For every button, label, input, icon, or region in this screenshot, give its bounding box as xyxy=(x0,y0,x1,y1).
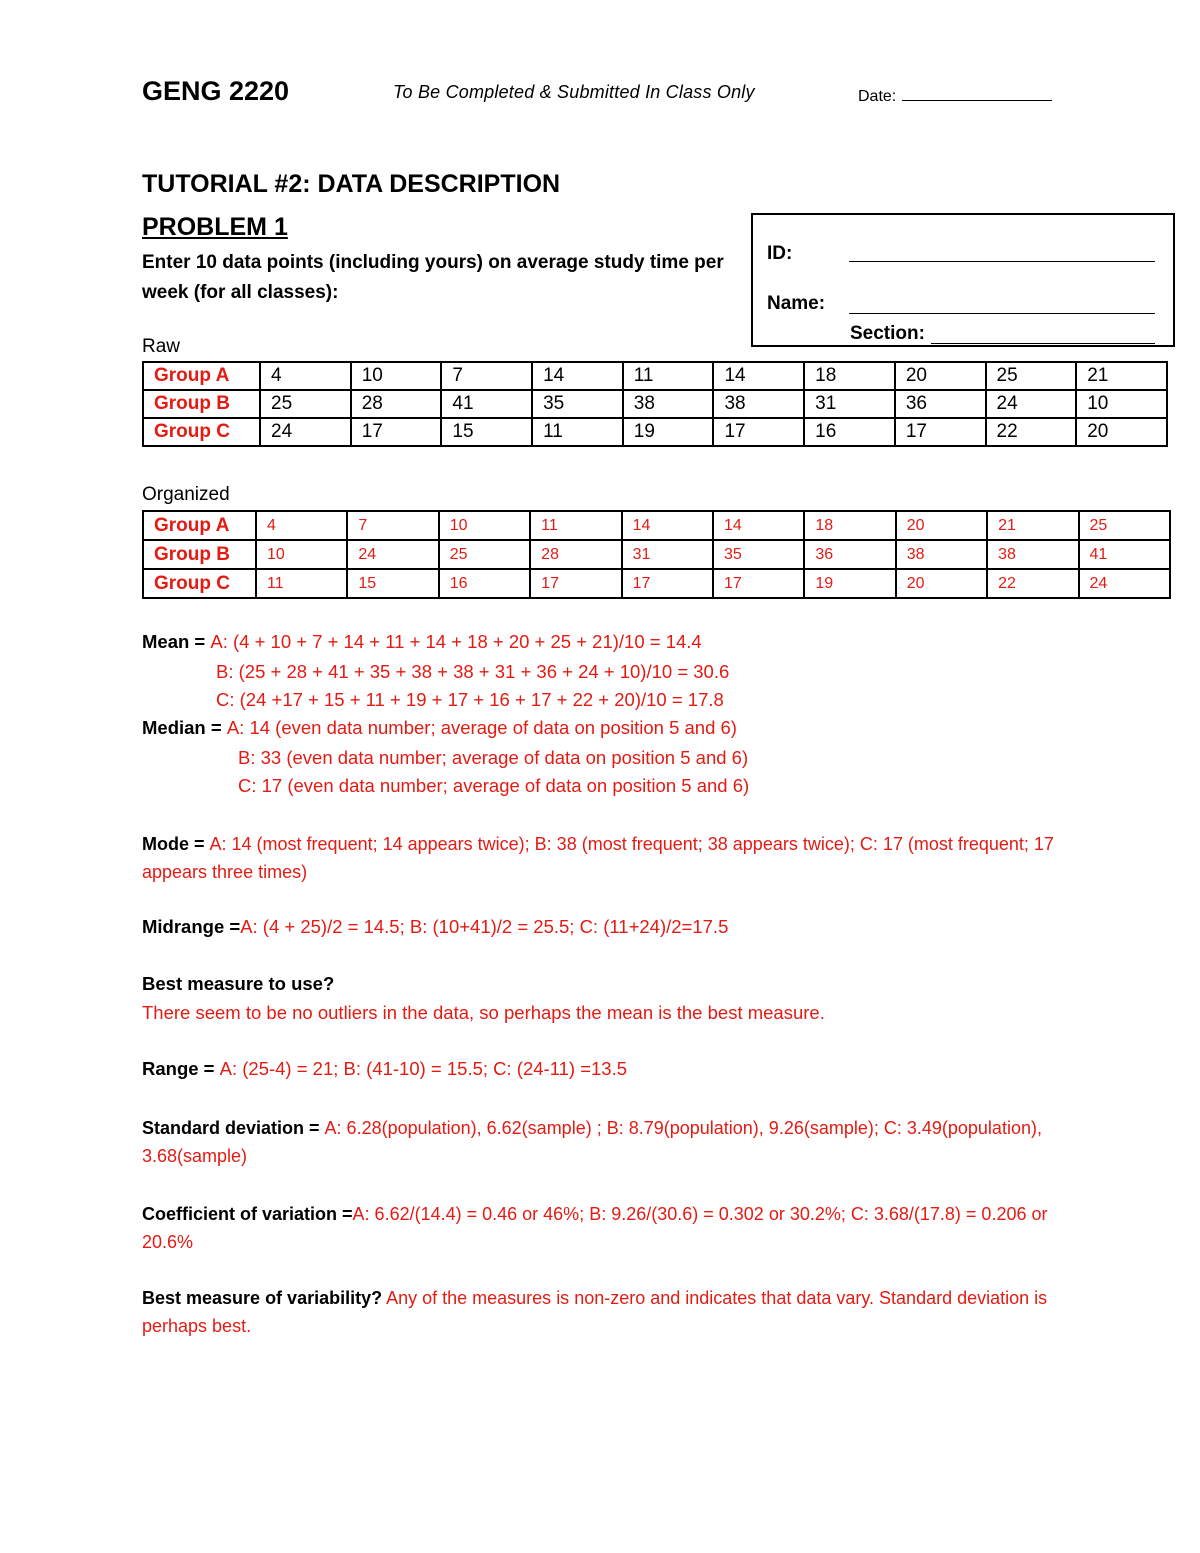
data-cell: 17 xyxy=(713,569,804,598)
data-cell: 20 xyxy=(896,511,987,540)
data-cell: 11 xyxy=(530,511,621,540)
midrange-text: A: (4 + 25)/2 = 14.5; B: (10+41)/2 = 25.5; C: (11+24)/2=17.5 xyxy=(240,916,729,937)
data-cell: 15 xyxy=(347,569,438,598)
data-cell: 22 xyxy=(987,569,1078,598)
data-cell: 17 xyxy=(895,418,986,446)
data-cell: 24 xyxy=(986,390,1077,418)
data-cell: 31 xyxy=(622,540,713,569)
data-cell: 7 xyxy=(441,362,532,390)
cv-answer xyxy=(142,1200,1062,1256)
data-cell: 24 xyxy=(347,540,438,569)
data-cell: 20 xyxy=(895,362,986,390)
problem-heading: PROBLEM 1 xyxy=(142,213,288,241)
data-cell: 28 xyxy=(351,390,442,418)
data-cell: 38 xyxy=(896,540,987,569)
best-measure-question: Best measure to use? xyxy=(142,973,335,994)
data-cell: 14 xyxy=(622,511,713,540)
course-code: GENG 2220 xyxy=(142,76,290,106)
midrange-label: Midrange = xyxy=(142,916,241,937)
page-title: TUTORIAL #2: DATA DESCRIPTION xyxy=(142,170,561,198)
table-row xyxy=(143,362,1167,390)
data-cell: 35 xyxy=(713,540,804,569)
id-label: ID: xyxy=(767,243,793,264)
variability-label: Best measure of variability? xyxy=(142,1288,383,1308)
data-cell: 31 xyxy=(804,390,895,418)
data-cell: 28 xyxy=(530,540,621,569)
data-cell: 35 xyxy=(532,390,623,418)
table-row xyxy=(143,569,1170,598)
data-cell: 17 xyxy=(351,418,442,446)
group-label: Group A xyxy=(143,511,256,540)
median-a: A: 14 (even data number; average of data on position 5 and 6) xyxy=(226,717,737,738)
data-cell: 11 xyxy=(623,362,714,390)
range-answer xyxy=(142,1058,627,1080)
data-cell: 18 xyxy=(804,362,895,390)
organized-caption: Organized xyxy=(142,484,230,505)
data-cell: 11 xyxy=(532,418,623,446)
best-measure-answer: There seem to be no outliers in the data, so perhaps the mean is the best measure. xyxy=(142,1002,825,1023)
data-cell: 4 xyxy=(260,362,351,390)
table-row xyxy=(143,540,1170,569)
date-blank-line[interactable] xyxy=(902,86,1052,101)
data-cell: 17 xyxy=(713,418,804,446)
section-label: Section: xyxy=(850,323,925,344)
data-cell: 36 xyxy=(895,390,986,418)
data-cell: 25 xyxy=(986,362,1077,390)
mode-label: Mode = xyxy=(142,834,210,854)
date-label: Date: xyxy=(858,88,897,105)
mean-c: C: (24 +17 + 15 + 11 + 19 + 17 + 16 + 17 + 22 + 20)/10 = 17.8 xyxy=(216,689,724,710)
data-cell: 25 xyxy=(439,540,530,569)
data-cell: 19 xyxy=(623,418,714,446)
data-cell: 4 xyxy=(256,511,347,540)
raw-caption: Raw xyxy=(142,336,181,357)
section-blank-line[interactable] xyxy=(931,343,1155,344)
mean-a: A: (4 + 10 + 7 + 14 + 11 + 14 + 18 + 20 + 25 + 21)/10 = 14.4 xyxy=(210,631,702,652)
data-cell: 10 xyxy=(256,540,347,569)
data-cell: 20 xyxy=(896,569,987,598)
median-line-a xyxy=(142,717,737,739)
data-cell: 14 xyxy=(532,362,623,390)
group-label: Group B xyxy=(143,390,260,418)
table-row xyxy=(143,418,1167,446)
std-dev-answer xyxy=(142,1114,1062,1170)
group-label: Group C xyxy=(143,418,260,446)
mean-b: B: (25 + 28 + 41 + 35 + 38 + 38 + 31 + 36 + 24 + 10)/10 = 30.6 xyxy=(216,661,730,682)
std-dev-text: A: 6.28(population), 6.62(sample) ; B: 8.79(population), 9.26(sample); C: 3.49(population), 3.68(sample) xyxy=(142,1118,1042,1166)
data-cell: 15 xyxy=(441,418,532,446)
student-id-box xyxy=(751,213,1175,347)
data-cell: 38 xyxy=(623,390,714,418)
range-text: A: (25-4) = 21; B: (41-10) = 15.5; C: (24-11) =13.5 xyxy=(219,1058,628,1079)
data-cell: 10 xyxy=(1076,390,1167,418)
median-label: Median = xyxy=(142,717,227,738)
data-cell: 16 xyxy=(439,569,530,598)
data-cell: 18 xyxy=(804,511,895,540)
mode-answer xyxy=(142,830,1062,886)
range-label: Range = xyxy=(142,1058,220,1079)
median-b: B: 33 (even data number; average of data on position 5 and 6) xyxy=(238,747,749,768)
data-cell: 25 xyxy=(1079,511,1170,540)
variability-answer xyxy=(142,1284,1062,1340)
cv-text: A: 6.62/(14.4) = 0.46 or 46%; B: 9.26/(30.6) = 0.302 or 30.2%; C: 3.68/(17.8) = 0.206 or 20.6% xyxy=(142,1204,1048,1252)
data-cell: 20 xyxy=(1076,418,1167,446)
data-cell: 14 xyxy=(713,511,804,540)
data-cell: 19 xyxy=(804,569,895,598)
data-cell: 21 xyxy=(987,511,1078,540)
std-dev-label: Standard deviation = xyxy=(142,1118,325,1138)
data-cell: 7 xyxy=(347,511,438,540)
organized-data-table xyxy=(142,510,1171,599)
data-cell: 38 xyxy=(987,540,1078,569)
midrange-answer xyxy=(142,916,728,938)
data-cell: 41 xyxy=(441,390,532,418)
variability-text: Any of the measures is non-zero and indicates that data vary. Standard deviation is perhaps best. xyxy=(142,1288,1048,1336)
id-blank-line[interactable] xyxy=(849,261,1155,262)
data-cell: 38 xyxy=(713,390,804,418)
cv-label: Coefficient of variation = xyxy=(142,1204,353,1224)
mean-line-a xyxy=(142,631,702,653)
data-cell: 25 xyxy=(260,390,351,418)
data-cell: 21 xyxy=(1076,362,1167,390)
data-cell: 17 xyxy=(622,569,713,598)
data-cell: 17 xyxy=(530,569,621,598)
mode-text: A: 14 (most frequent; 14 appears twice); B: 38 (most frequent; 38 appears twice); C: 17 (most frequent; 17 appears three times) xyxy=(142,834,1054,882)
group-label: Group B xyxy=(143,540,256,569)
data-cell: 11 xyxy=(256,569,347,598)
data-cell: 24 xyxy=(260,418,351,446)
data-cell: 10 xyxy=(351,362,442,390)
submission-instruction: To Be Completed & Submitted In Class Only xyxy=(393,82,755,102)
data-cell: 22 xyxy=(986,418,1077,446)
data-cell: 24 xyxy=(1079,569,1170,598)
data-cell: 16 xyxy=(804,418,895,446)
data-cell: 10 xyxy=(439,511,530,540)
data-cell: 36 xyxy=(804,540,895,569)
group-label: Group C xyxy=(143,569,256,598)
name-blank-line[interactable] xyxy=(849,313,1155,314)
problem-prompt: Enter 10 data points (including yours) on average study time per week (for all classes): xyxy=(142,252,724,303)
table-row xyxy=(143,511,1170,540)
mean-label: Mean = xyxy=(142,631,211,652)
date-field xyxy=(858,86,1052,106)
median-c: C: 17 (even data number; average of data on position 5 and 6) xyxy=(238,775,750,796)
data-cell: 14 xyxy=(713,362,804,390)
group-label: Group A xyxy=(143,362,260,390)
name-label: Name: xyxy=(767,293,826,314)
raw-data-table xyxy=(142,361,1168,447)
data-cell: 41 xyxy=(1079,540,1170,569)
table-row xyxy=(143,390,1167,418)
